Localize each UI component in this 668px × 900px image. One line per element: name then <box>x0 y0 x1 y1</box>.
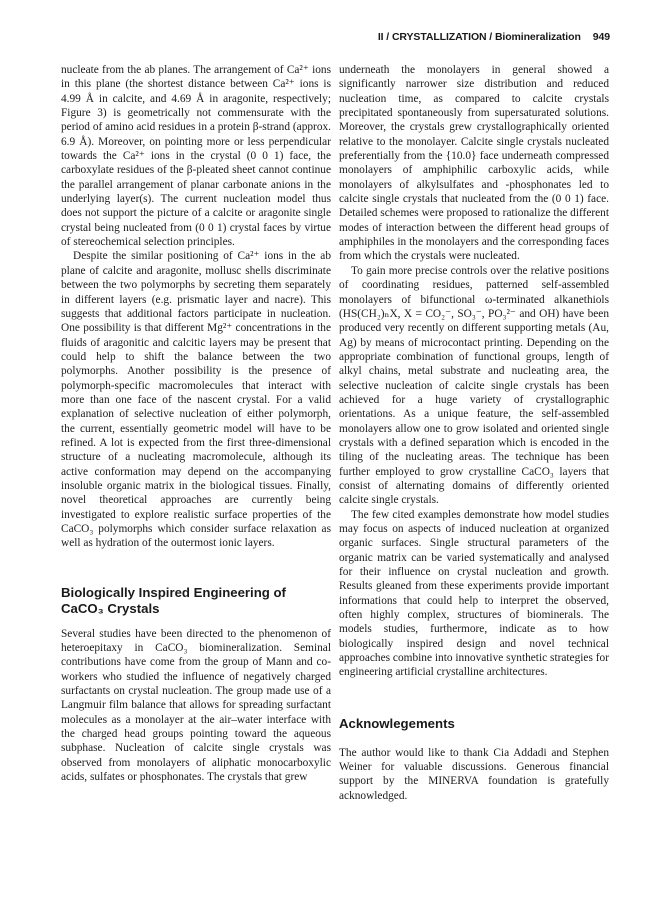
paragraph-model-studies: The few cited examples demonstrate how model studies may focus on aspects of induced nucleation at organized organic surfaces. Single structural parameters of the organic matrix can be varied systematically and analysed for their influence on crystal nucleation and growth. Results gleaned from these experiments provide important informations that could help to interpret the observed, often highly complex, structures of biominerals. The models studies, furthermore, indicate as to how biologically inspired design and novel technical approaches combine into innovative synthetic strategies for engineering artificial crystalline architectures. <box>339 508 609 679</box>
paragraph-self-assembled-monolayers: To gain more precise controls over the relative positions of coordinating residues, patterned self-assembled monolayers of bifunctional ω-terminated alkanethiols (HS(CH₂)ₙX, X = CO₂⁻, SO₃⁻, PO₃²⁻ and OH) have been produced very recently on different supporting metals (Au, Ag) by means of microcontact printing. Depending on the appropriate combination of functional groups, length of alkyl chains, metal substrate and nucleating area, the selective nucleation of calcite single crystals has been achieved for a huge variety of crystallographic orientations. As a unique feature, the self-assembled monolayers allow one to grow isolated and oriented single crystals with a defined separation which is encoded in the tiling of the nucleating areas. The technique has been further employed to grow crystalline CaCO₃ layers that consist of alternating domains of differently oriented calcite single crystals. <box>339 264 609 507</box>
section-heading-acknowledgements: Acknowlegements <box>339 715 455 731</box>
page-number: 949 <box>592 31 610 43</box>
paragraph-nucleation-model: nucleate from the ab planes. The arrangement of Ca²⁺ ions in this plane (the shortest distance between Ca²⁺ ions is 4.99 Å in calcite, and 4.69 Å in aragonite, respectively; Figure 3) is geometrically not commensurate with the period of amino acid residues in a protein β-strand (approx. 6.9 Å). Moreover, on pointing more or less perpendicular towards the Ca²⁺ ions in the crystal (0 0 1) face, the carboxylate residues of the β-pleated sheet cannot continue the parallel arrangement of planar carbonate anions in the underlying layer(s). The current nucleation model thus does not support the picture of a calcite or aragonite single crystal being nucleated from (0 0 1) crystal faces by virtue of stereochemical selection principles. <box>61 64 331 249</box>
section-heading-biologically-inspired: Biologically Inspired Engineering of CaCO₃ Crystals <box>61 584 286 616</box>
running-title: II / CRYSTALLIZATION / Biomineralization <box>377 31 581 43</box>
paragraph-monolayer-results: underneath the monolayers in general showed a significantly narrower size distribution and reduced nucleation time, as compared to calcite crystals precipitated spontaneously from supersaturated solutions. Moreover, the crystals grew crystallographically oriented relative to the monolayer. Calcite single crystals nucleated preferentially from the {10.0} face underneath compressed monolayers of amphiphilic carboxylic acids, while monolayers of alkylsulfates and -phosphonates led to calcite single crystals that nucleated from the (0 0 1) face. Detailed schemes were proposed to rationalize the different modes of interaction between the different head groups of amphiphiles in the monolayers and the corresponding faces from which the crystals were nucleated. <box>339 64 609 263</box>
running-header <box>0 31 610 43</box>
paragraph-acknowledgements: The author would like to thank Cia Addadi and Stephen Weiner for valuable discussions. Generous financial support by the MINERVA foundation is gratefully acknowledged. <box>339 746 609 802</box>
right-column <box>339 63 609 803</box>
paragraph-polymorph-discrimination: Despite the similar positioning of Ca²⁺ ions in the ab plane of calcite and aragonite, mollusc shells discriminate between the two polymorphs by secreting them separately in different layers (e.g. prismatic layer and nacre). This suggests that additional factors participate in nucleation. One possibility is that different Mg²⁺ concentrations in the fluids of aragonitic and calcitic layers may be present that could help to shift the balance between the two polymorphs. Another possibility is the presence of polymorph-specific macromolecules that interact with more than one face of the nascent crystal. For a valid explanation of selective nucleation of either polymorph, the current, essentially geometric model will have to be refined. A lot is expected from the first three-dimensional structure of a nucleating macromolecule, although its active conformation may depend on the accompanying insoluble organic matrix in the biological tissues. Finally, novel theoretical approaches are currently being investigated to explore realistic surface properties of the CaCO₃ polymorphs which consider surface relaxation as well as hydration of the outermost ionic layers. <box>61 250 331 550</box>
left-column <box>61 63 331 784</box>
paragraph-heteroepitaxy: Several studies have been directed to the phenomenon of heteroepitaxy in CaCO₃ biomineralization. Seminal contributions have come from the group of Mann and co-workers who studied the influence of negatively charged surfactants on crystal nucleation. The group made use of a Langmuir film balance that allows for spreading surfactant molecules as a monolayer at the air–water interface with the charged head groups pointing toward the aqueous subphase. Nucleation of calcite single crystals was observed from monolayers of aliphatic monocarboxylic acids, sulfates or phosphonates. The crystals that grew <box>61 627 331 784</box>
